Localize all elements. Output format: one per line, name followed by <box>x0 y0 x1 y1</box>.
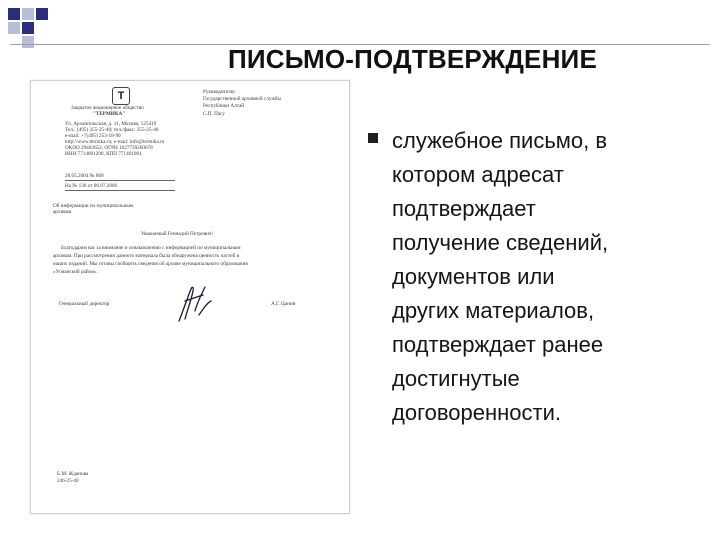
subject-line: Об информации по муниципальным <box>53 203 134 209</box>
letter-image <box>30 80 350 514</box>
bullet-text-line: подтверждает ранее <box>392 332 604 357</box>
bullet-text-line: служебное письмо, в <box>392 128 608 153</box>
ref-underline <box>65 190 175 191</box>
sender-line: Закрытое акционерное общество <box>71 105 144 111</box>
footer-line: Е.М. Жданова <box>57 471 89 477</box>
sender-line: e-mail: +7(495) 253-18-90 <box>65 133 121 139</box>
footer-line: 246-25-40 <box>57 478 79 484</box>
recipient-line: Руководителю <box>203 89 235 95</box>
recipient-line: Республики Алтай <box>203 103 245 109</box>
signature-icon <box>173 281 217 327</box>
bullet-text-line: получение сведений, <box>392 230 609 255</box>
greeting: Уважаемый Геннадий Петрович! <box>141 231 214 237</box>
bullet-icon <box>368 133 378 143</box>
signer-name: А.Г. Цанин <box>271 301 296 307</box>
bullet-text-line: подтверждает <box>392 196 536 221</box>
decor-square <box>8 8 20 20</box>
sender-line: ОКПО 29403652, ОГРН 1027739260678 <box>65 145 153 151</box>
sender-line: "ТЕРМИКА" <box>93 111 126 117</box>
sender-line: ИНН 7714001290, КПП 771401001 <box>65 151 142 157</box>
decor-square <box>36 8 48 20</box>
bullet-text-line: котором адресат <box>392 162 564 187</box>
slide-title: ПИСЬМО-ПОДТВЕРЖДЕНИЕ <box>228 44 597 74</box>
bullet-text-line: достигнутые <box>392 366 520 391</box>
decor-square <box>22 8 34 20</box>
company-logo: Т <box>112 87 130 105</box>
letter-body-line: Благодарим вас за внимание и ознакомлению с информацией по муниципальным <box>61 245 241 251</box>
sender-line: http://www.termika.ru; e-mail: info@termika.ru <box>65 139 165 145</box>
ref-line: На № 136 от 06.07.2006 <box>65 183 118 189</box>
bullet-text-line: документов или <box>392 264 555 289</box>
sender-line: Ул. Архангельская, д. 11, Москва, 125419 <box>65 121 157 127</box>
bullet-text-line: договоренности. <box>392 400 562 425</box>
date-underline <box>65 180 175 181</box>
subject-line: архивам <box>53 209 72 215</box>
recipient-line: Государственной архивной службы <box>203 96 282 102</box>
date-line: 28.05.2004 № 808 <box>65 173 104 179</box>
decor-square <box>22 36 34 48</box>
sender-line: Тел.: (495) 355-25-40; тел./факс: 355-25-46 <box>65 127 159 133</box>
letter-body-line: архивам. При рассмотрении данного материала была обнаружена ценность частей и <box>53 253 240 259</box>
signer-title: Генеральный директор <box>59 301 110 307</box>
decor-square <box>8 22 20 34</box>
recipient-line: С.П. Пасу <box>203 111 225 117</box>
bullet-text-line: других материалов, <box>392 298 595 323</box>
decor-square <box>22 22 34 34</box>
letter-body-line: «Усманский район». <box>53 269 98 275</box>
letter-body-line: наших изданий. Мы готовы сообщить сведения об архиве муниципального образования <box>53 261 248 267</box>
bullet-text <box>392 124 714 430</box>
